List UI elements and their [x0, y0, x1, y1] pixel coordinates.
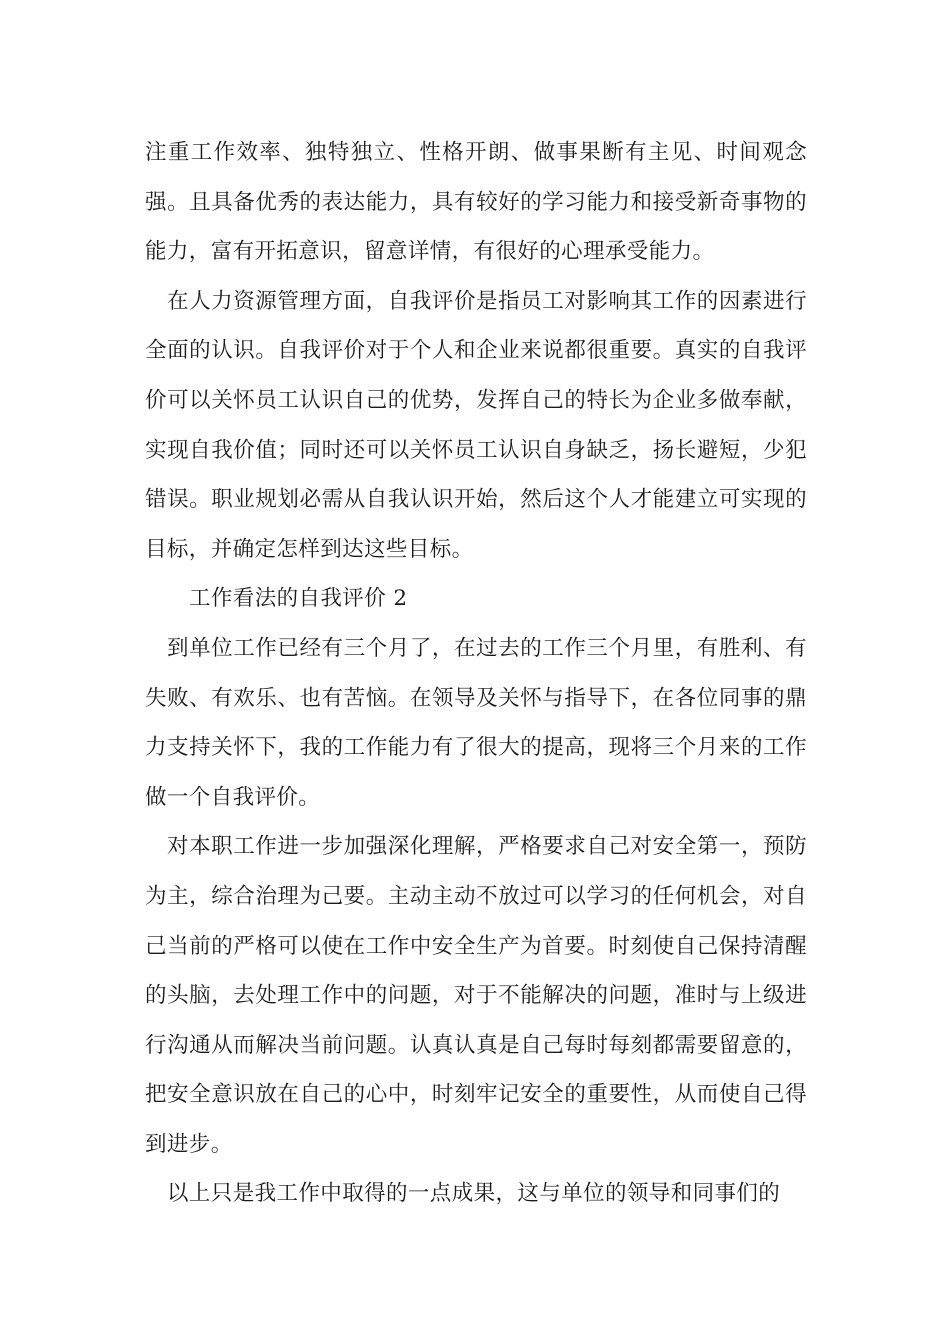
section-title: 工作看法的自我评价 2 — [189, 586, 408, 612]
document-page — [145, 128, 807, 1219]
paragraph-achievements: 以上只是我工作中取得的一点成果，这与单位的领导和同事们的 — [167, 1181, 781, 1207]
paragraph-strengths: 注重工作效率、独特独立、性格开朗、做事果断有主见、时间观念强。且具备优秀的表达能力，具有较好的学习能力和接受新奇事物的能力，富有开拓意识，留意详情，有很好的心理承受能力。 — [145, 140, 807, 265]
paragraph-safety: 对本职工作进一步加强深化理解，严格要求自己对安全第一，预防为主，综合治理为己要。主动主动不放过可以学习的任何机会，对自己当前的严格可以使在工作中安全生产为首要。时刻使自己保持清醒的头脑，去处理工作中的问题，对于不能解决的问题，准时与上级进行沟通从而解决当前问题。认真认真是自己每时每刻都需要留意的，把安全意识放在自己的心中，时刻牢记安全的重要性，从而使自己得到进步。 — [145, 834, 807, 1157]
paragraph-three-months: 到单位工作已经有三个月了，在过去的工作三个月里，有胜利、有失败、有欢乐、也有苦恼。在领导及关怀与指导下，在各位同事的鼎力支持关怀下，我的工作能力有了很大的提高，现将三个月来的工作做一个自我评价。 — [145, 635, 807, 810]
paragraph-hr-self-evaluation: 在人力资源管理方面，自我评价是指员工对影响其工作的因素进行全面的认识。自我评价对于个人和企业来说都很重要。真实的自我评价可以关怀员工认识自己的优势，发挥自己的特长为企业多做奉献，实现自我价值；同时还可以关怀员工认识自身缺乏，扬长避短，少犯错误。职业规划必需从自我认识开始，然后这个人才能建立可实现的目标，并确定怎样到达这些目标。 — [145, 288, 807, 562]
